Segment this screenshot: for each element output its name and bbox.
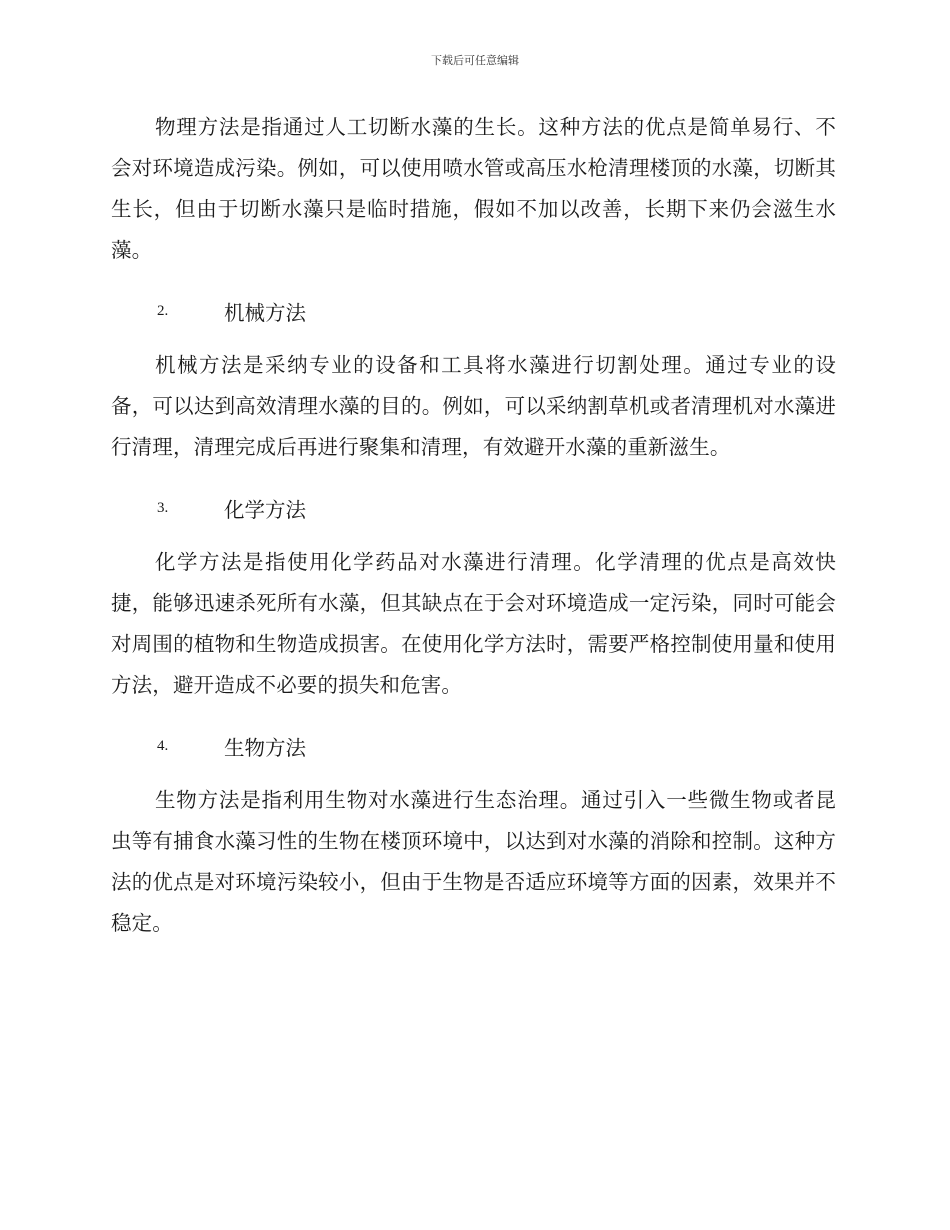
section-number: 4. — [157, 737, 169, 754]
document-body — [111, 107, 836, 964]
section-title: 化学方法 — [224, 498, 306, 522]
section-heading-chemical — [111, 488, 836, 528]
paragraph-physical-method: 物理方法是指通过人工切断水藻的生长。这种方法的优点是简单易行、不会对环境造成污染。例如，可以使用喷水管或高压水枪清理楼顶的水藻，切断其生长，但由于切断水藻只是临时措施，假如不加以改善，长期下来仍会滋生水藻。 — [111, 115, 836, 262]
section-heading-mechanical — [111, 291, 836, 331]
section-number: 3. — [157, 499, 169, 516]
paragraph-chemical-method: 化学方法是指使用化学药品对水藻进行清理。化学清理的优点是高效快捷，能够迅速杀死所有水藻，但其缺点在于会对环境造成一定污染，同时可能会对周围的植物和生物造成损害。在使用化学方法时，需要严格控制使用量和使用方法，避开造成不必要的损失和危害。 — [111, 550, 836, 697]
section-title: 生物方法 — [224, 736, 306, 760]
section-number: 2. — [157, 302, 169, 319]
section-title: 机械方法 — [224, 301, 306, 325]
section-heading-biological — [111, 726, 836, 766]
paragraph-biological-method: 生物方法是指利用生物对水藻进行生态治理。通过引入一些微生物或者昆虫等有捕食水藻习性的生物在楼顶环境中，以达到对水藻的消除和控制。这种方法的优点是对环境污染较小，但由于生物是否适应环境等方面的因素，效果并不稳定。 — [111, 788, 836, 935]
page-header: 下载后可任意编辑 — [431, 54, 519, 67]
paragraph-mechanical-method: 机械方法是采纳专业的设备和工具将水藻进行切割处理。通过专业的设备，可以达到高效清理水藻的目的。例如，可以采纳割草机或者清理机对水藻进行清理，清理完成后再进行聚集和清理，有效避开水藻的重新滋生。 — [111, 353, 836, 459]
